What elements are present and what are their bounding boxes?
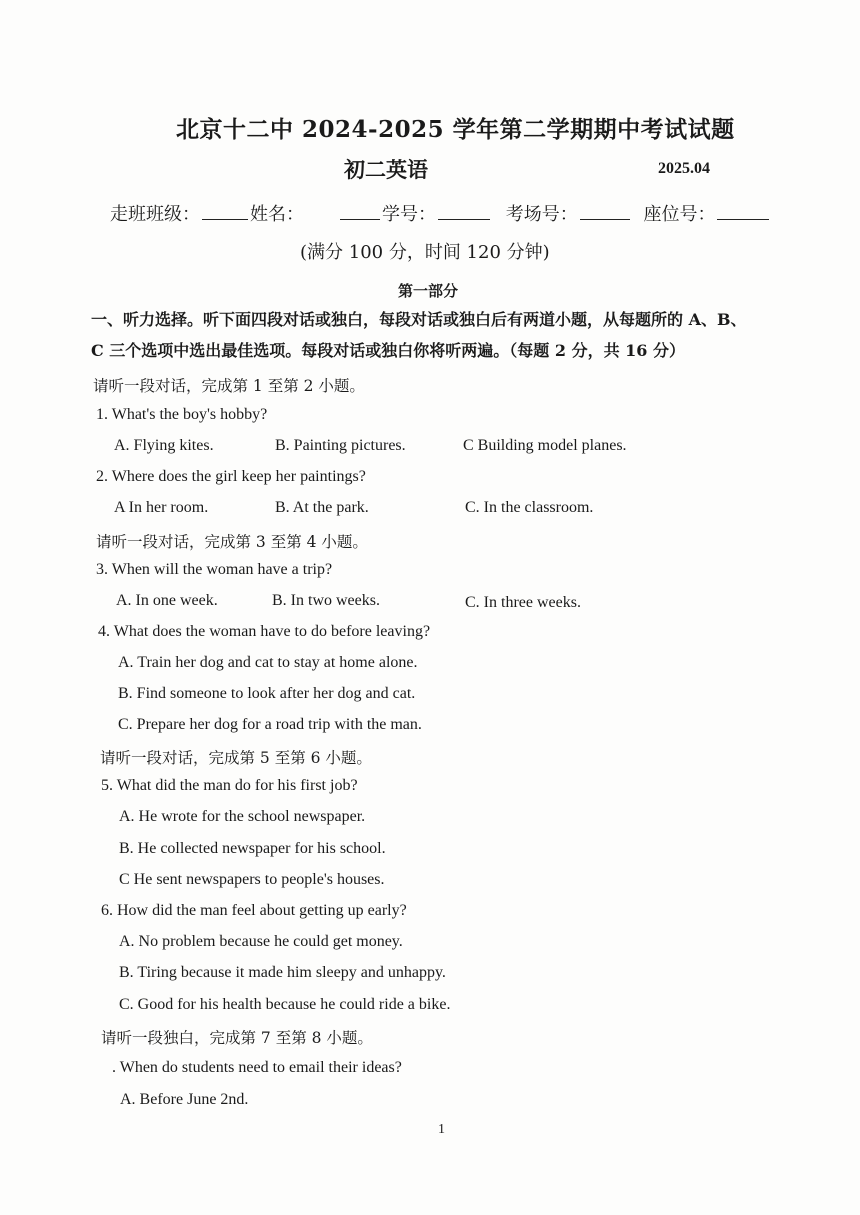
page-number: 1 bbox=[438, 1122, 445, 1137]
section-instruction-1: 一、听力选择。听下面四段对话或独白，每段对话或独白后有两道小题，从每题所的 A、B、 bbox=[91, 310, 747, 329]
option-a[interactable]: A. Flying kites. bbox=[114, 437, 214, 454]
group-intro: 请听一段独白，完成第 7 至第 8 小题。 bbox=[101, 1029, 373, 1047]
room-blank[interactable] bbox=[580, 201, 630, 220]
id-blank[interactable] bbox=[438, 201, 490, 220]
question-stem: 3. When will the woman have a trip? bbox=[96, 561, 333, 578]
option-c[interactable]: C Building model planes. bbox=[463, 437, 627, 454]
option-a[interactable]: A. Train her dog and cat to stay at home alone. bbox=[118, 654, 418, 671]
section-instruction-2: C 三个选项中选出最佳选项。每段对话或独白你将听两遍。（每题 2 分，共 16 分） bbox=[91, 341, 685, 360]
option-b[interactable]: B. In two weeks. bbox=[272, 592, 380, 609]
group-intro: 请听一段对话，完成第 5 至第 6 小题。 bbox=[100, 749, 372, 767]
question-stem: 6. How did the man feel about getting up early? bbox=[101, 902, 407, 919]
option-a[interactable]: A. He wrote for the school newspaper. bbox=[119, 808, 366, 825]
score-note: (满分 100 分，时间 120 分钟) bbox=[300, 242, 550, 263]
seat-blank[interactable] bbox=[717, 201, 769, 220]
subject-title: 初二英语 bbox=[344, 157, 428, 182]
option-b[interactable]: B. Tiring because it made him sleepy and unhappy. bbox=[119, 964, 446, 981]
option-a[interactable]: A. Before June 2nd. bbox=[120, 1091, 249, 1108]
option-b[interactable]: B. He collected newspaper for his school. bbox=[119, 840, 386, 857]
option-c[interactable]: C He sent newspapers to people's houses. bbox=[119, 871, 385, 888]
option-c[interactable]: C. Good for his health because he could ride a bike. bbox=[119, 996, 451, 1013]
room-label: 考场号： bbox=[505, 204, 578, 225]
option-c[interactable]: C. In the classroom. bbox=[465, 499, 594, 516]
question-stem: 5. What did the man do for his first job? bbox=[101, 777, 358, 794]
part-heading: 第一部分 bbox=[398, 282, 459, 300]
id-label: 学号： bbox=[382, 204, 436, 225]
name-blank[interactable] bbox=[340, 201, 380, 220]
group-intro: 请听一段对话，完成第 1 至第 2 小题。 bbox=[93, 377, 365, 395]
option-b[interactable]: B. Find someone to look after her dog and cat. bbox=[118, 685, 416, 702]
option-c[interactable]: C. In three weeks. bbox=[465, 594, 581, 611]
exam-date: 2025.04 bbox=[658, 160, 710, 177]
option-c[interactable]: C. Prepare her dog for a road trip with the man. bbox=[118, 716, 422, 733]
seat-label: 座位号： bbox=[643, 204, 716, 225]
exam-title: 北京十二中 2024-2025 学年第二学期期中考试试题 bbox=[176, 116, 735, 143]
option-b[interactable]: B. Painting pictures. bbox=[275, 437, 406, 454]
option-b[interactable]: B. At the park. bbox=[275, 499, 369, 516]
question-stem: 1. What's the boy's hobby? bbox=[96, 406, 268, 423]
class-label: 走班班级： bbox=[110, 204, 200, 225]
question-stem: 4. What does the woman have to do before leaving? bbox=[98, 623, 431, 640]
class-blank[interactable] bbox=[202, 201, 248, 220]
question-stem: . When do students need to email their ideas? bbox=[112, 1059, 402, 1076]
group-intro: 请听一段对话，完成第 3 至第 4 小题。 bbox=[96, 533, 368, 551]
question-stem: 2. Where does the girl keep her paintings? bbox=[96, 468, 366, 485]
option-a[interactable]: A In her room. bbox=[114, 499, 209, 516]
option-a[interactable]: A. In one week. bbox=[116, 592, 218, 609]
name-label: 姓名： bbox=[250, 204, 304, 225]
student-info-row bbox=[110, 200, 771, 226]
option-a[interactable]: A. No problem because he could get money. bbox=[119, 933, 403, 950]
